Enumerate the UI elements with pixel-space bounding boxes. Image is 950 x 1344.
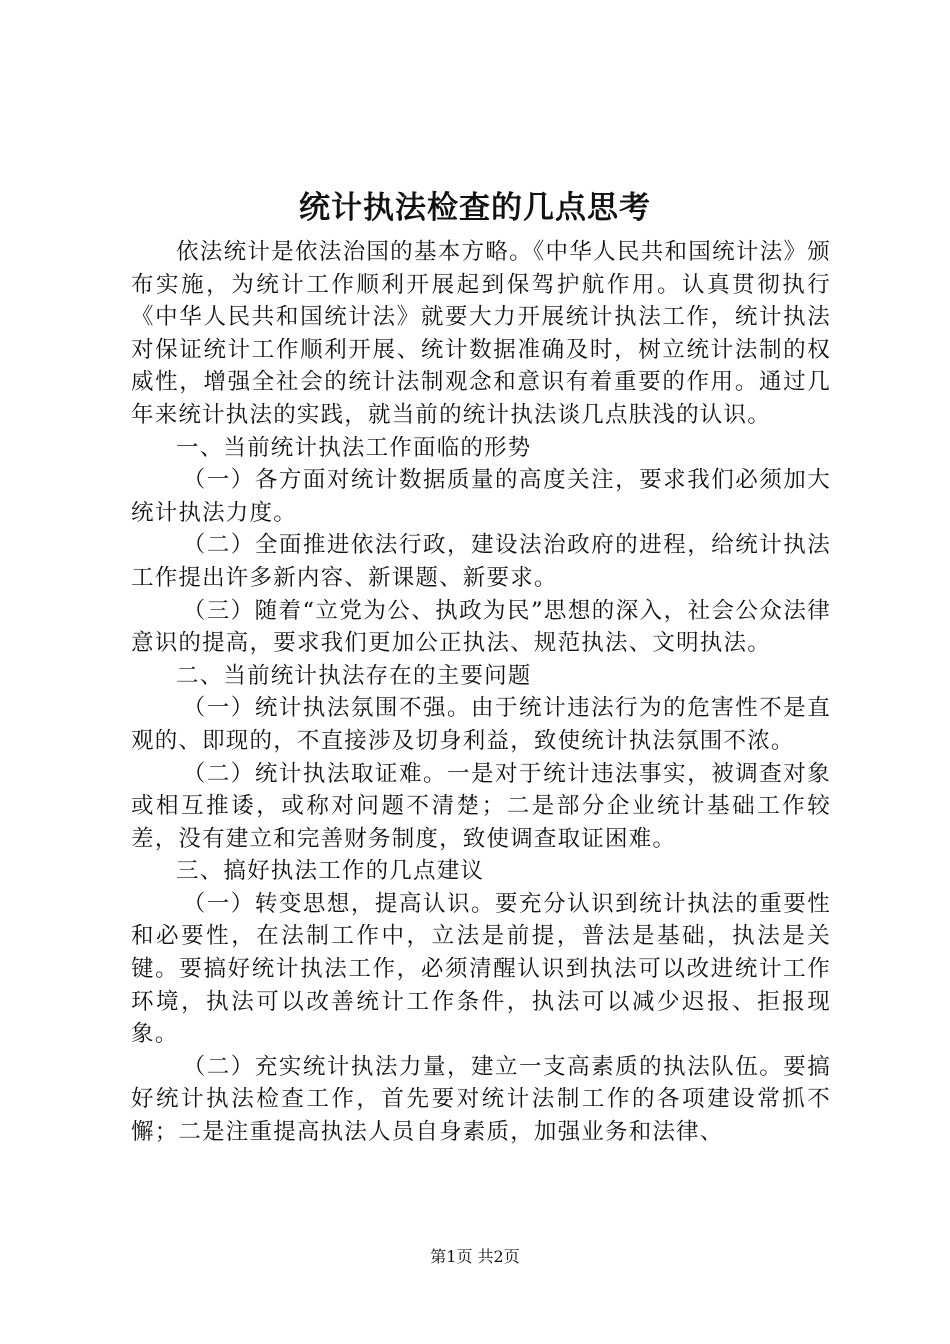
document-body <box>131 236 831 1149</box>
section-1-item-1: （一）各方面对统计数据质量的高度关注，要求我们必须加大统计执法力度。 <box>131 467 831 526</box>
page-number-footer: 第1页 共2页 <box>430 1247 520 1266</box>
section-3-item-2: （二）充实统计执法力量，建立一支高素质的执法队伍。要搞好统计执法检查工作，首先要对统计法制工作的各项建设常抓不懈；二是注重提高执法人员自身素质，加强业务和法律、 <box>131 1053 831 1146</box>
section-heading-3: 三、搞好执法工作的几点建议 <box>176 858 485 885</box>
section-2-item-1: （一）统计执法氛围不强。由于统计违法行为的危害性不是直观的、即现的，不直接涉及切身利益，致使统计执法氛围不浓。 <box>131 695 831 754</box>
document-title: 统计执法检查的几点思考 <box>299 190 651 226</box>
section-heading-1: 一、当前统计执法工作面临的形势 <box>176 434 532 461</box>
section-1-item-3: （三）随着“立党为公、执政为民”思想的深入，社会公众法律意识的提高，要求我们更加公正执法、规范执法、文明执法。 <box>131 597 831 657</box>
intro-paragraph: 依法统计是依法治国的基本方略。《中华人民共和国统计法》颁布实施，为统计工作顺利开展起到保驾护航作用。认真贯彻执行《中华人民共和国统计法》就要大力开展统计执法工作，统计执法对保证统计工作顺利开展、统计数据准确及时，树立统计法制的权威性，增强全社会的统计法制观念和意识有着重要的作用。通过几年来统计执法的实践，就当前的统计执法谈几点肤浅的认识。 <box>131 239 831 428</box>
section-2-item-2: （二）统计执法取证难。一是对于统计违法事实，被调查对象或相互推诿，或称对问题不清楚；二是部分企业统计基础工作较差，没有建立和完善财务制度，致使调查取证困难。 <box>131 760 831 852</box>
section-3-item-1: （一）转变思想，提高认识。要充分认识到统计执法的重要性和必要性，在法制工作中，立法是前提，普法是基础，执法是关键。要搞好统计执法工作，必须清醒认识到执法可以改进统计工作环境，执法可以改善统计工作条件，执法可以减少迟报、拒报现象。 <box>131 890 831 1048</box>
section-1-item-2: （二）全面推进依法行政，建设法治政府的进程，给统计执法工作提出许多新内容、新课题、新要求。 <box>131 532 831 591</box>
section-heading-2: 二、当前统计执法存在的主要问题 <box>176 662 532 689</box>
